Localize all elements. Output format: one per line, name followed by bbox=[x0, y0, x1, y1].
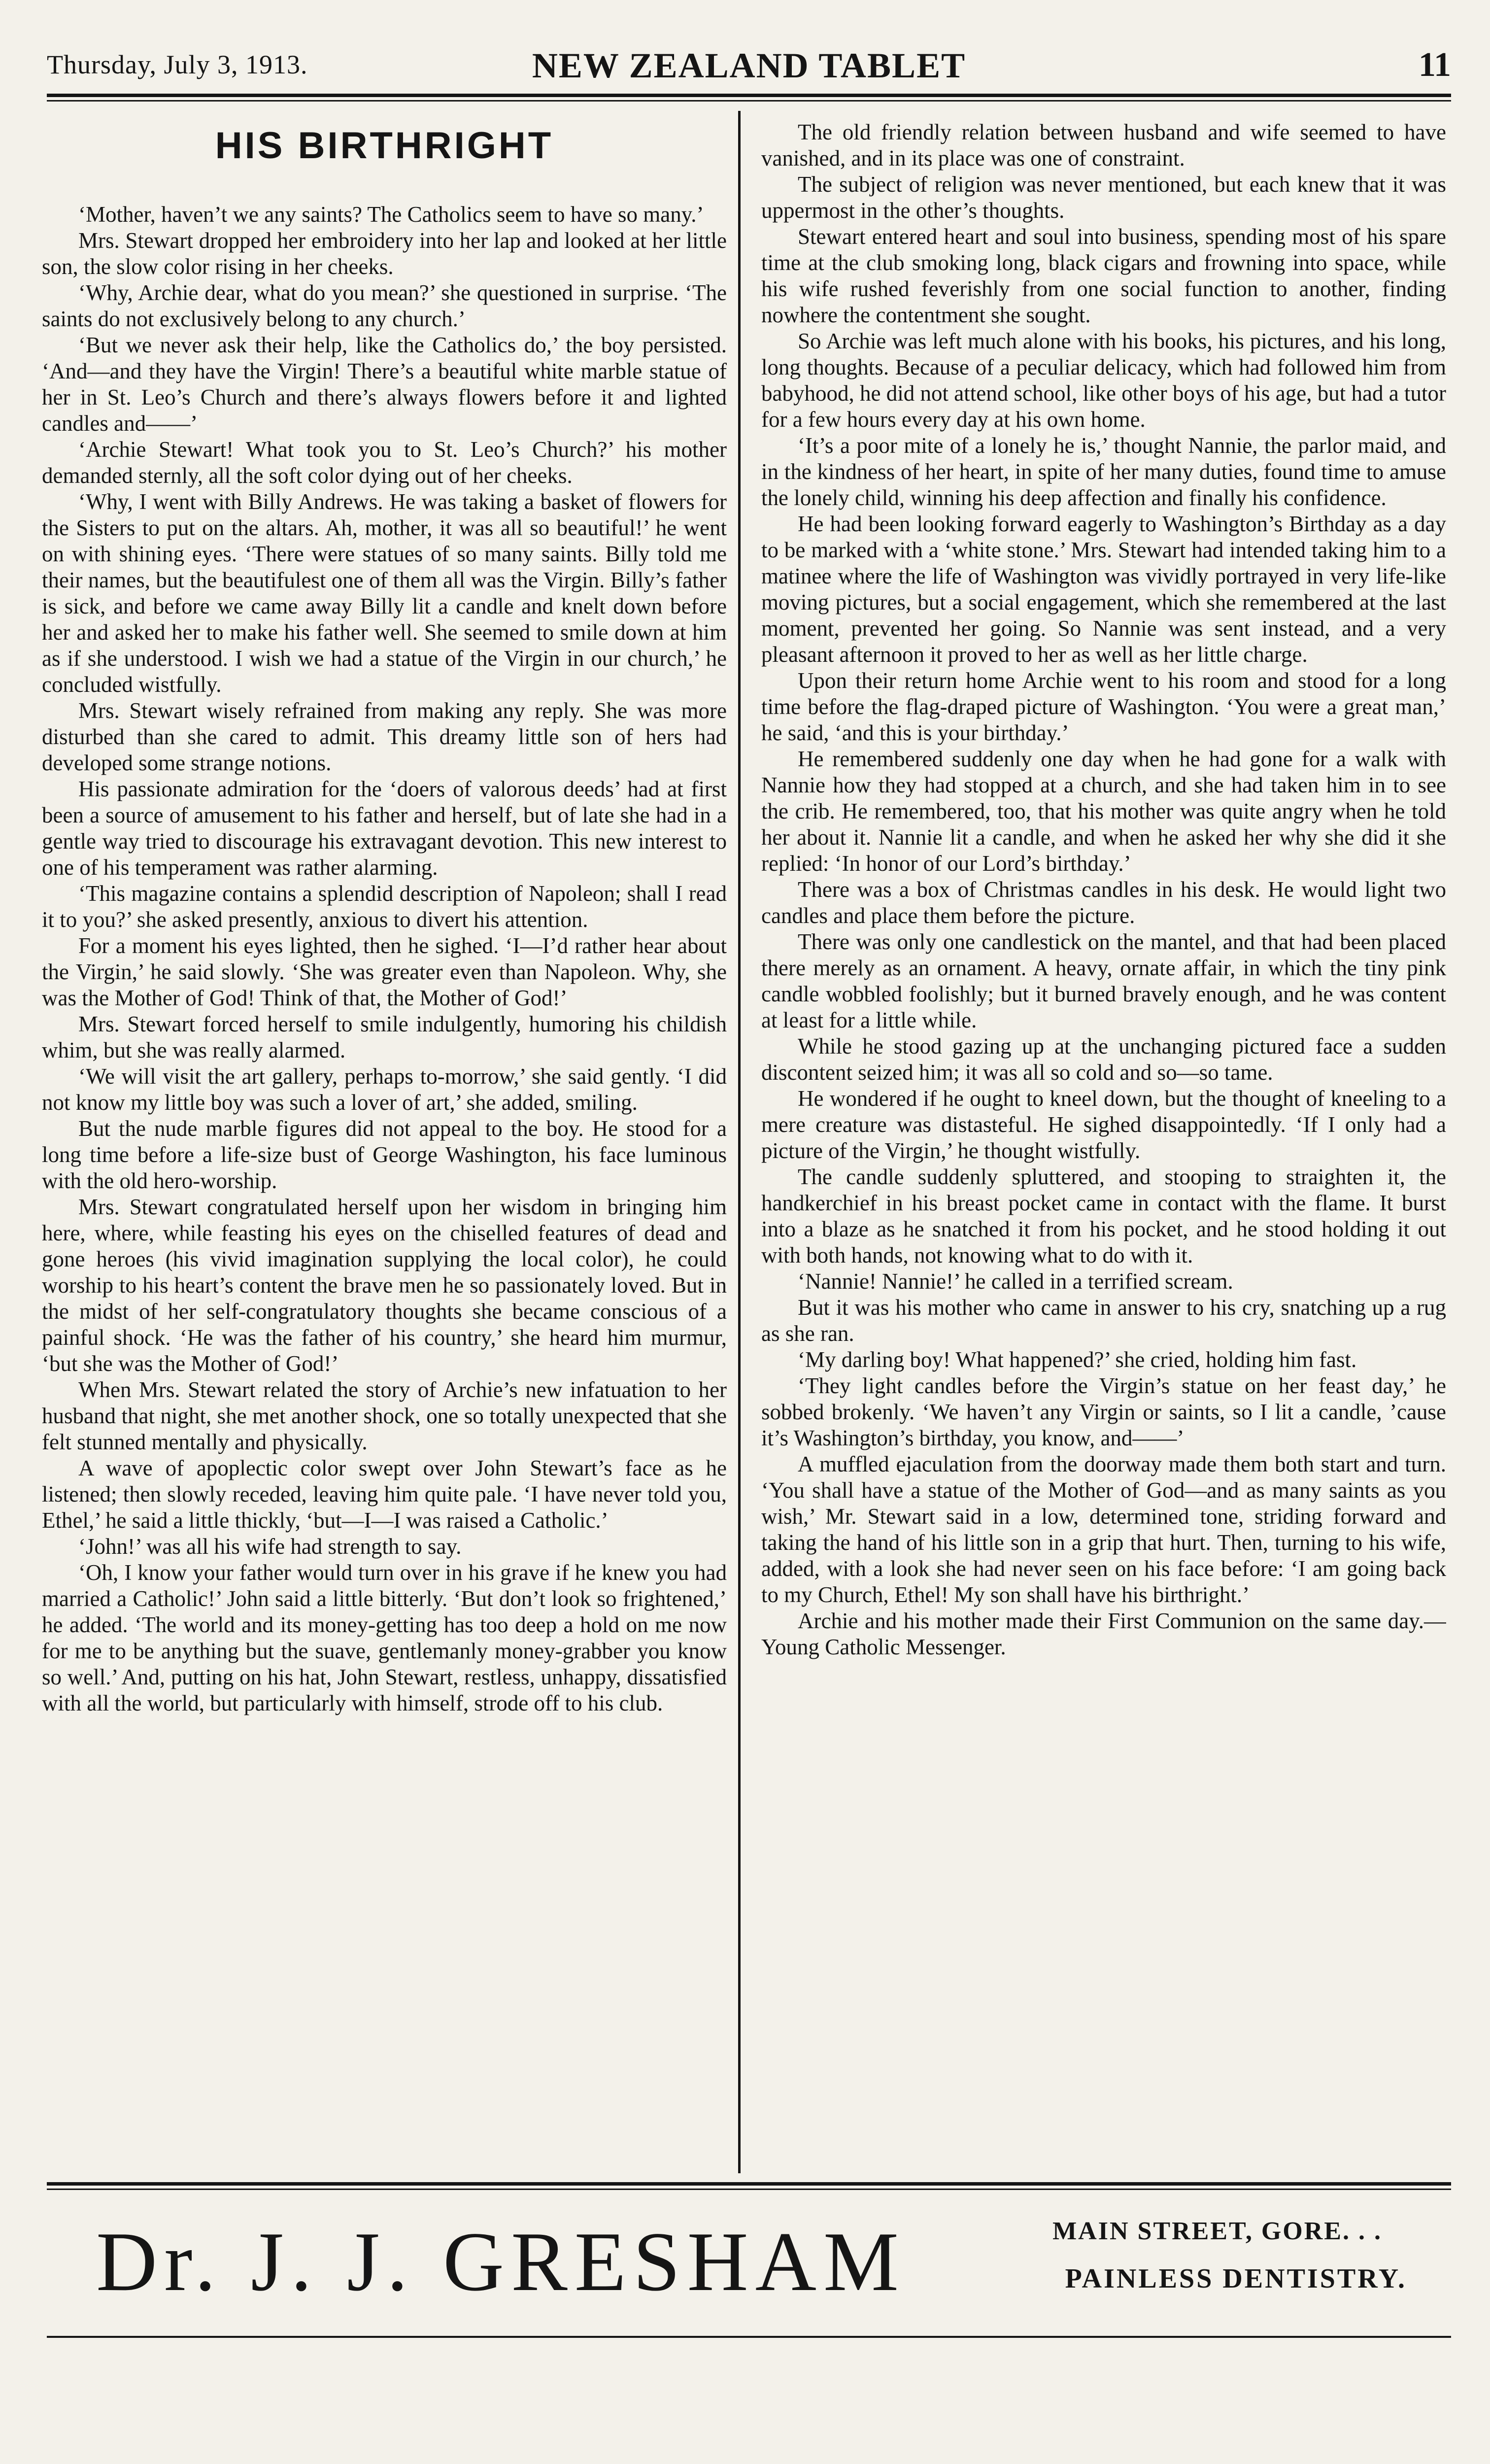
article-paragraph: So Archie was left much alone with his books, his pictures, and his long, long thoughts. Because of a peculiar delicacy, which had followed him from babyhood, he did not attend school, like other boys of his age, but had a tutor for a few hours every day at his own home. bbox=[761, 329, 1446, 432]
page-number: 11 bbox=[1418, 46, 1451, 84]
article-paragraph: ‘But we never ask their help, like the Catholics do,’ the boy persisted. ‘And—and they have the Virgin! There’s a beautiful white marble statue of her in St. Leo’s Church and there’s always flowers before it and lighted candles and——’ bbox=[42, 333, 727, 436]
article-paragraph: He remembered suddenly one day when he had gone for a walk with Nannie how they had stopped at a church, and she had taken him in to see the crib. He remembered, too, that his mother was quite angry when he told her about it. Nannie lit a candle, and when he asked her why she did it she replied: ‘In honor of our Lord’s birthday.’ bbox=[761, 747, 1446, 876]
column-divider bbox=[738, 111, 741, 2173]
article-paragraph: When Mrs. Stewart related the story of Archie’s new infatuation to her husband that night, she met another shock, one so totally unexpected that she felt stunned mentally and physically. bbox=[42, 1377, 727, 1454]
dentist-advertisement bbox=[47, 2208, 1451, 2321]
advertiser-name: Dr. J. J. GRESHAM bbox=[96, 2215, 906, 2309]
article-paragraph: The subject of religion was never mentioned, but each knew that it was uppermost in the other’s thoughts. bbox=[761, 172, 1446, 223]
advertiser-address: MAIN STREET, GORE. . . bbox=[1052, 2217, 1382, 2245]
article-paragraph: A wave of apoplectic color swept over John Stewart’s face as he listened; then slowly receded, leaving him quite pale. ‘I have never told you, Ethel,’ he said a little thickly, ‘but—I—I was raised a Catholic.’ bbox=[42, 1456, 727, 1533]
article-paragraph: ‘Why, Archie dear, what do you mean?’ she questioned in surprise. ‘The saints do not exclusively belong to any church.’ bbox=[42, 280, 727, 331]
article-paragraph: ‘Nannie! Nannie!’ he called in a terrified scream. bbox=[798, 1269, 1233, 1294]
article-paragraph: Upon their return home Archie went to his room and stood for a long time before the flag-draped picture of Washington. ‘You were a great man,’ he said, ‘and this is your birthday.’ bbox=[761, 668, 1446, 745]
article-column-right bbox=[761, 113, 1446, 2168]
bottom-rule-thin bbox=[47, 2189, 1451, 2190]
article-headline: HIS BIRTHRIGHT bbox=[215, 125, 554, 167]
article-paragraph: There was a box of Christmas candles in his desk. He would light two candles and place them before the picture. bbox=[761, 877, 1446, 928]
article-paragraph: ‘John!’ was all his wife had strength to say. bbox=[78, 1534, 462, 1559]
article-paragraph: Mrs. Stewart forced herself to smile indulgently, humoring his childish whim, but she was really alarmed. bbox=[42, 1012, 727, 1062]
article-paragraph: ‘It’s a poor mite of a lonely he is,’ thought Nannie, the parlor maid, and in the kindness of her heart, in spite of her many duties, found time to amuse the lonely child, winning his deep affection and finally his confidence. bbox=[761, 433, 1446, 510]
article-paragraph: ‘Mother, haven’t we any saints? The Catholics seem to have so many.’ bbox=[78, 202, 704, 227]
article-paragraph: For a moment his eyes lighted, then he sighed. ‘I—I’d rather hear about the Virgin,’ he said slowly. ‘She was greater even than Napoleon. Why, she was the Mother of God! Think of that, the Mother of God!’ bbox=[42, 933, 727, 1010]
top-rule-thick bbox=[47, 94, 1451, 97]
article-paragraph: He had been looking forward eagerly to Washington’s Birthday as a day to be marked with a ‘white stone.’ Mrs. Stewart had intended taking him to a matinee where the life of Washington was vividly portrayed in very life-like moving pictures, but a social engagement, which she remembered at the last moment, prevented her going. So Nannie was sent instead, and a very pleasant afternoon it proved to her as well as her little charge. bbox=[761, 512, 1446, 667]
article-paragraph: Mrs. Stewart wisely refrained from making any reply. She was more disturbed than she cared to admit. This dreamy little son of hers had developed some strange notions. bbox=[42, 698, 727, 775]
bottom-rule-thick bbox=[47, 2182, 1451, 2186]
article-paragraph: ‘Archie Stewart! What took you to St. Leo’s Church?’ his mother demanded sternly, all the soft color dying out of her cheeks. bbox=[42, 437, 727, 488]
article-paragraph: ‘We will visit the art gallery, perhaps to-morrow,’ she said gently. ‘I did not know my little boy was such a lover of art,’ she added, smiling. bbox=[42, 1064, 727, 1115]
article-paragraph: His passionate admiration for the ‘doers of valorous deeds’ had at first been a source of amusement to his father and herself, but of late she had in a gentle way tried to discourage his extravagant devotion. This new interest to one of his temperament was rather alarming. bbox=[42, 777, 727, 880]
masthead bbox=[47, 45, 1451, 90]
article-paragraph: ‘They light candles before the Virgin’s statue on her feast day,’ he sobbed brokenly. ‘We haven’t any Virgin or saints, so I lit a candle, ’cause it’s Washington’s birthday, you know, and——’ bbox=[761, 1373, 1446, 1450]
left-column-text bbox=[42, 202, 727, 1716]
article-paragraph: While he stood gazing up at the unchanging pictured face a sudden discontent seized him; it was all so cold and so—so tame. bbox=[761, 1034, 1446, 1085]
article-paragraph: Archie and his mother made their First Communion on the same day.—Young Catholic Messenger. bbox=[761, 1608, 1446, 1659]
issue-date: Thursday, July 3, 1913. bbox=[47, 50, 308, 79]
article-paragraph: But it was his mother who came in answer to his cry, snatching up a rug as she ran. bbox=[761, 1295, 1446, 1346]
page-end-rule bbox=[47, 2336, 1451, 2338]
article-paragraph: ‘My darling boy! What happened?’ she cried, holding him fast. bbox=[798, 1347, 1357, 1372]
article-paragraph: The candle suddenly spluttered, and stooping to straighten it, the handkerchief in his breast pocket came in contact with the flame. It burst into a blaze as he snatched it from his pocket, and he stood holding it out with both hands, not knowing what to do with it. bbox=[761, 1164, 1446, 1267]
article-paragraph: Mrs. Stewart dropped her embroidery into her lap and looked at her little son, the slow color rising in her cheeks. bbox=[42, 228, 727, 279]
article-paragraph: ‘Why, I went with Billy Andrews. He was taking a basket of flowers for the Sisters to put on the altars. Ah, mother, it was all so beautiful!’ he went on with shining eyes. ‘There were statues of so many saints. Billy told me their names, but the beautifulest one of them all was the Virgin. Billy’s father is sick, and before we came away Billy lit a candle and knelt down before her and asked her to make his father well. She seemed to smile down at him as if she understood. I wish we had a statue of the Virgin in our church,’ he concluded wistfully. bbox=[42, 489, 727, 697]
right-column-text bbox=[761, 119, 1446, 1660]
article-paragraph: But the nude marble figures did not appeal to the boy. He stood for a long time before a life-size bust of George Washington, his face luminous with the old hero-worship. bbox=[42, 1116, 727, 1193]
article-paragraph: A muffled ejaculation from the doorway made them both start and turn. ‘You shall have a statue of the Mother of God—and as many saints as you wish,’ Mr. Stewart said in a low, determined tone, striding forward and taking the hand of his little son in a grip that hurt. Then, turning to his wife, added, with a look she had never seen on his face before: ‘I am going back to my Church, Ethel! My son shall have his birthright.’ bbox=[761, 1452, 1446, 1607]
article-paragraph: The old friendly relation between husband and wife seemed to have vanished, and in its place was one of constraint. bbox=[761, 120, 1446, 171]
article-paragraph: Stewart entered heart and soul into business, spending most of his spare time at the club smoking long, black cigars and frowning into space, while his wife rushed feverishly from one social function to another, finding nowhere the contentment she sought. bbox=[761, 224, 1446, 327]
article-column-left bbox=[42, 113, 727, 2168]
article-paragraph: ‘This magazine contains a splendid description of Napoleon; shall I read it to you?’ she asked presently, anxious to divert his attention. bbox=[42, 881, 727, 932]
publication-title: NEW ZEALAND TABLET bbox=[532, 46, 966, 85]
article-paragraph: ‘Oh, I know your father would turn over in his grave if he knew you had married a Catholic!’ John said a little bitterly. ‘But don’t look so frightened,’ he added. ‘The world and its money-getting has too deep a hold on me now for me to be anything but the suave, gentlemanly money-grabber you know so well.’ And, putting on his hat, John Stewart, restless, unhappy, dissatisfied with all the world, but particularly with himself, strode off to his club. bbox=[42, 1560, 727, 1715]
top-rule-thin bbox=[47, 100, 1451, 102]
article-paragraph: Mrs. Stewart congratulated herself upon her wisdom in bringing him here, where, while feasting his eyes on the chiselled features of dead and gone heroes (his vivid imagination supplying the local color), he could worship to his heart’s content the brave men he so passionately loved. But in the midst of her self-congratulatory thoughts she became conscious of a painful shock. ‘He was the father of his country,’ she heard him murmur, ‘but she was the Mother of God!’ bbox=[42, 1195, 727, 1376]
article-paragraph: There was only one candlestick on the mantel, and that had been placed there merely as an ornament. A heavy, ornate affair, in which the tiny pink candle wobbled foolishly; but it burned bravely enough, and he was content at least for a little while. bbox=[761, 929, 1446, 1032]
article-paragraph: He wondered if he ought to kneel down, but the thought of kneeling to a mere creature was distasteful. He sighed disappointedly. ‘If I only had a picture of the Virgin,’ he thought wistfully. bbox=[761, 1086, 1446, 1163]
advertiser-tagline: PAINLESS DENTISTRY. bbox=[1065, 2263, 1407, 2294]
